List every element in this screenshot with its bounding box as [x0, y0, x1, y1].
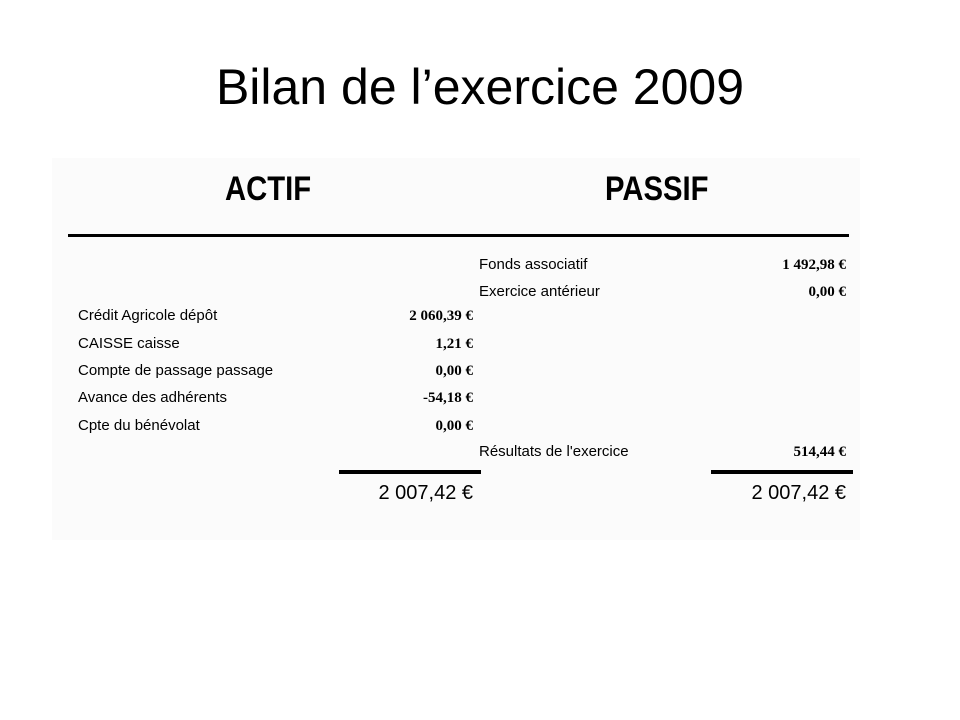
- balance-sheet: [52, 158, 860, 540]
- actif-row-label: Compte de passage passage: [78, 362, 274, 379]
- passif-row: [52, 282, 860, 302]
- header-rule: [68, 234, 849, 237]
- actif-row-label: CAISSE caisse: [78, 335, 180, 352]
- actif-row-value: -54,18 €: [423, 390, 473, 406]
- page-title: Bilan de l’exercice 2009: [215, 59, 745, 115]
- passif-row: [52, 442, 860, 462]
- actif-row-value: 1,21 €: [435, 336, 473, 352]
- passif-row-value: 514,44 €: [793, 444, 846, 460]
- actif-total: 2 007,42 €: [378, 482, 473, 504]
- actif-row-label: Cpte du bénévolat: [78, 417, 200, 434]
- passif-total: 2 007,42 €: [751, 482, 846, 504]
- actif-row: [52, 334, 860, 354]
- actif-row: [52, 416, 860, 436]
- passif-row-label: Exercice antérieur: [479, 283, 600, 300]
- actif-heading: ACTIF: [225, 170, 312, 208]
- passif-row-label: Résultats de l'exercice: [479, 443, 629, 460]
- actif-row-value: 0,00 €: [435, 418, 473, 434]
- passif-heading: PASSIF: [605, 170, 709, 208]
- actif-row: [52, 388, 860, 408]
- actif-row-label: Crédit Agricole dépôt: [78, 307, 218, 324]
- passif-row-label: Fonds associatif: [479, 256, 588, 273]
- passif-row-value: 1 492,98 €: [782, 257, 846, 273]
- actif-sum-rule: [339, 470, 481, 474]
- actif-row: [52, 361, 860, 381]
- actif-row-value: 2 060,39 €: [409, 308, 473, 324]
- actif-row: [52, 306, 860, 326]
- passif-row-value: 0,00 €: [808, 284, 846, 300]
- passif-row: [52, 255, 860, 275]
- passif-sum-rule: [711, 470, 853, 474]
- actif-row-label: Avance des adhérents: [78, 389, 227, 406]
- actif-row-value: 0,00 €: [435, 363, 473, 379]
